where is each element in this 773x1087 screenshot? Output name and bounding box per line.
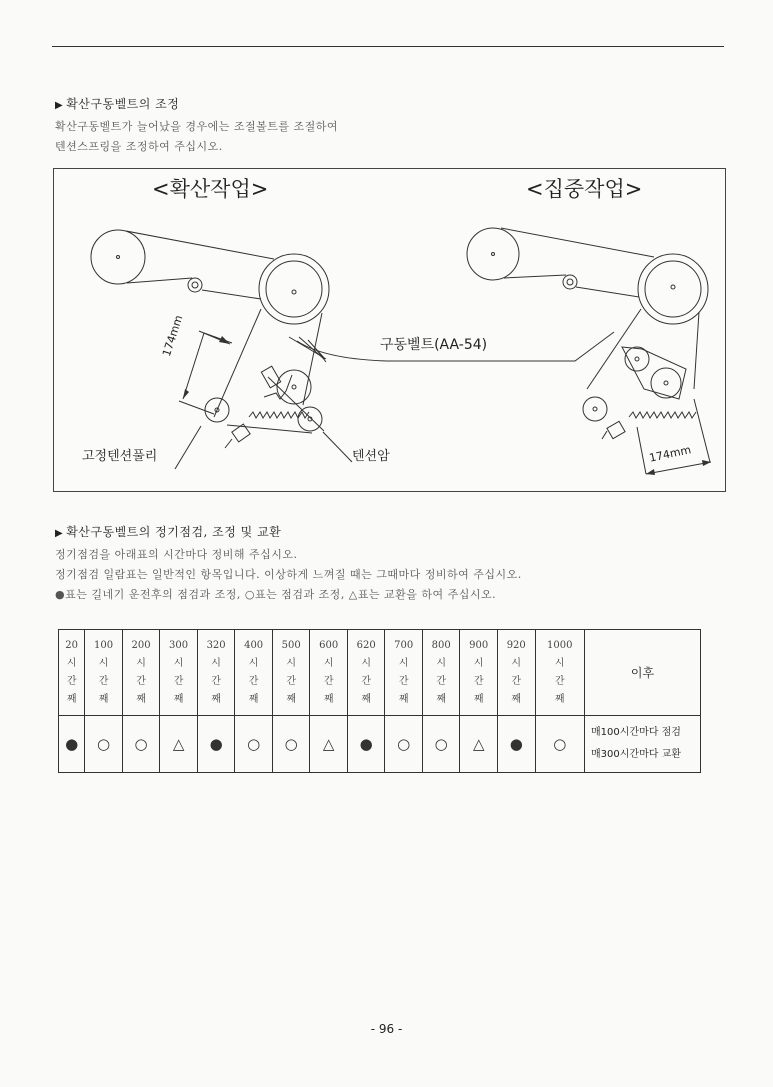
left-idler (188, 278, 202, 292)
mark-cell: △ (310, 716, 348, 773)
belt-diagram (54, 169, 725, 491)
triangle-bullet-icon: ▶ (55, 528, 64, 539)
left-tension-pulley (277, 370, 311, 404)
hours-header-800: 800 시 간 째 (422, 630, 460, 716)
section1-title (55, 95, 179, 112)
after-notes-cell (585, 716, 701, 773)
mark-cell: ○ (385, 716, 423, 773)
mark-cell: ○ (272, 716, 310, 773)
section1-line-1: 확산구동벨트가 늘어났을 경우에는 조절볼트를 조절하여 (55, 120, 339, 133)
belt-diagram-figure (53, 168, 726, 492)
mark-cell: ○ (235, 716, 273, 773)
mark-cell: ● (497, 716, 535, 773)
after-note-inspect: 매100시간마다 점검 (591, 727, 681, 738)
header-rule (52, 46, 724, 47)
hours-header-400: 400 시 간 째 (235, 630, 273, 716)
schedule-header-row (59, 630, 701, 716)
hours-header-300: 300 시 간 째 (160, 630, 198, 716)
hours-header-1000: 1000 시 간 째 (535, 630, 585, 716)
triangle-bullet-icon: ▶ (55, 100, 64, 111)
hours-header-600: 600 시 간 째 (310, 630, 348, 716)
mark-cell: ○ (122, 716, 160, 773)
mark-cell: ○ (85, 716, 123, 773)
tension-arm-label: 텐션암 (352, 449, 390, 464)
left-figure-title: <확산작업> (152, 177, 269, 201)
mark-cell: ● (59, 716, 85, 773)
section2-line-3: ●표는 길네기 운전후의 점검과 조정, ○표는 점검과 조정, △표는 교환을 하여 주십시오. (55, 588, 497, 601)
fixed-tension-pulley-label: 고정텐션풀리 (82, 449, 158, 464)
after-header: 이후 (585, 630, 701, 716)
hours-header-920: 920 시 간 째 (497, 630, 535, 716)
section2-title-text: 확산구동벨트의 정기점검, 조정 및 교환 (66, 525, 282, 539)
section2-line-1: 정기점검을 아래표의 시간마다 정비해 주십시오. (55, 548, 298, 561)
right-figure-title: <집중작업> (526, 177, 643, 201)
mark-cell: ● (197, 716, 235, 773)
hours-header-620: 620 시 간 째 (347, 630, 385, 716)
right-upper-pulley (467, 228, 519, 280)
section2-title (55, 523, 281, 540)
mark-cell: △ (160, 716, 198, 773)
right-idler (563, 275, 577, 289)
page-number: - 96 - (370, 1022, 403, 1036)
hours-header-900: 900 시 간 째 (460, 630, 498, 716)
mark-cell: ○ (535, 716, 585, 773)
maintenance-schedule-table (58, 629, 701, 773)
right-dimension-label: 174mm (648, 443, 693, 465)
mark-cell: ○ (422, 716, 460, 773)
hours-header-320: 320 시 간 째 (197, 630, 235, 716)
right-fixed-pulley (583, 397, 607, 421)
hours-header-100: 100 시 간 째 (85, 630, 123, 716)
section1-title-text: 확산구동벨트의 조정 (66, 97, 180, 111)
section2-line-2: 정기점검 일람표는 일반적인 항목입니다. 이상하게 느껴질 때는 그때마다 정비하여 주십시오. (55, 568, 522, 581)
hours-header-500: 500 시 간 째 (272, 630, 310, 716)
mark-cell: △ (460, 716, 498, 773)
left-upper-pulley (91, 230, 145, 284)
after-note-replace: 매300시간마다 교환 (591, 749, 681, 760)
left-dimension-label: 174mm (160, 313, 186, 359)
left-drive-pulley (259, 254, 329, 324)
schedule-mark-row (59, 716, 701, 773)
hours-header-700: 700 시 간 째 (385, 630, 423, 716)
section1-line-2: 텐션스프링을 조정하여 주십시오. (55, 140, 223, 153)
mark-cell: ● (347, 716, 385, 773)
hours-header-200: 200 시 간 째 (122, 630, 160, 716)
hours-header-20: 20 시 간 째 (59, 630, 85, 716)
drive-belt-label: 구동벨트(AA-54) (380, 337, 488, 353)
